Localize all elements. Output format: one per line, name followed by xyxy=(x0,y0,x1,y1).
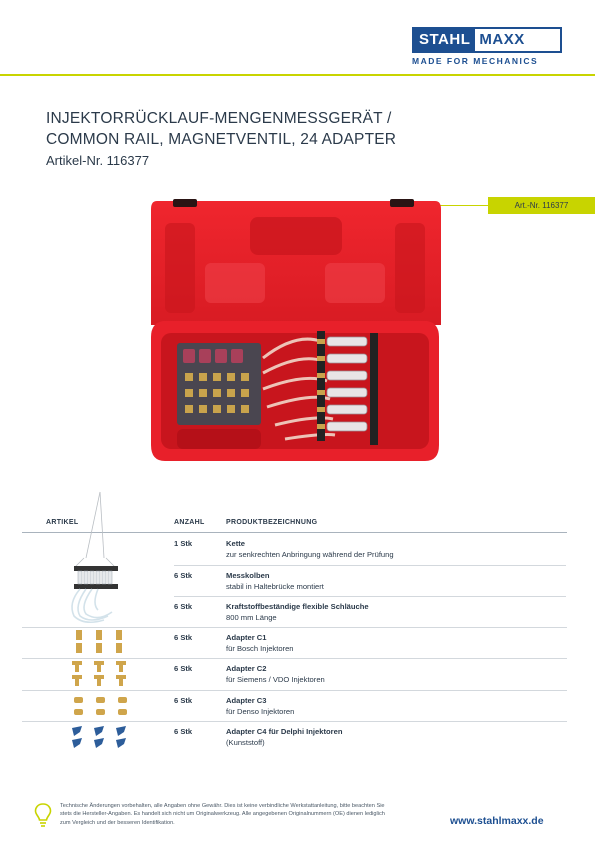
footer-line-3: zum Vergleich und der besseren Identifikation. xyxy=(60,819,175,826)
row-desc: (Kunststoff) xyxy=(226,738,265,747)
row-separator xyxy=(174,596,566,597)
title-line-2: COMMON RAIL, MAGNETVENTIL, 24 ADAPTER xyxy=(46,131,397,148)
article-number: Artikel-Nr. 116377 xyxy=(46,153,150,168)
lightbulb-icon xyxy=(34,802,52,828)
logo-right: MAXX xyxy=(479,31,525,48)
row-separator xyxy=(22,721,567,722)
row-qty: 6 Stk xyxy=(174,664,193,673)
page-title xyxy=(46,108,396,150)
row-name: Adapter C4 für Delphi Injektoren xyxy=(226,727,343,736)
row-qty: 6 Stk xyxy=(174,696,193,705)
footer-line-2: stets die Hersteller-Angaben. Es handelt sich nicht um Originalwerkzeug. Alle angegebenen Originalnummern (OE) dienen lediglich xyxy=(60,811,385,818)
row-qty: 6 Stk xyxy=(174,633,193,642)
row-name: Adapter C2 xyxy=(226,664,267,673)
header-divider xyxy=(0,74,595,76)
row-desc: für Siemens / VDO Injektoren xyxy=(226,675,325,684)
logo-tagline: MADE FOR MECHANICS xyxy=(412,56,539,66)
row-separator xyxy=(174,565,566,566)
article-tag: Art.-Nr. 116377 xyxy=(488,197,595,214)
row-separator xyxy=(22,690,567,691)
row-desc: für Denso Injektoren xyxy=(226,707,295,716)
logo-left: STAHL xyxy=(414,29,475,51)
row-desc: für Bosch Injektoren xyxy=(226,644,294,653)
row-name: Kraftstoffbeständige flexible Schläuche xyxy=(226,602,369,611)
footer-disclaimer xyxy=(60,802,410,827)
row-separator xyxy=(22,658,567,659)
logo-box xyxy=(412,27,562,53)
row-qty: 6 Stk xyxy=(174,727,193,736)
row-name: Adapter C3 xyxy=(226,696,267,705)
header-artikel: ARTIKEL xyxy=(46,519,79,526)
title-line-1: INJEKTORRÜCKLAUF-MENGENMESSGERÄT / xyxy=(46,110,392,127)
header-produkt: PRODUKTBEZEICHNUNG xyxy=(226,519,318,526)
row-qty: 6 Stk xyxy=(174,602,193,611)
row-separator xyxy=(22,627,567,628)
footer-line-1: Technische Änderungen vorbehalten, alle Angaben ohne Gewähr. Dies ist keine verbindliche Werkstattanleitung, bitte beachten Sie xyxy=(60,803,385,809)
header-anzahl: ANZAHL xyxy=(174,519,205,526)
adapter-c4-image xyxy=(68,724,132,752)
adapter-c1-image xyxy=(70,628,130,656)
row-qty: 6 Stk xyxy=(174,571,193,580)
row-name: Kette xyxy=(226,539,245,548)
row-name: Messkolben xyxy=(226,571,270,580)
row-name: Adapter C1 xyxy=(226,633,267,642)
row-qty: 1 Stk xyxy=(174,539,193,548)
brand-logo xyxy=(412,27,562,66)
adapter-c2-image xyxy=(68,658,132,690)
row-desc: stabil in Haltebrücke montiert xyxy=(226,582,324,591)
product-case-image xyxy=(145,193,445,473)
footer-website-link[interactable]: www.stahlmaxx.de xyxy=(450,815,544,827)
adapter-c3-image xyxy=(70,694,130,720)
chain-and-tubes-image xyxy=(64,488,126,628)
row-desc: 800 mm Länge xyxy=(226,613,277,622)
row-desc: zur senkrechten Anbringung während der Prüfung xyxy=(226,550,394,559)
